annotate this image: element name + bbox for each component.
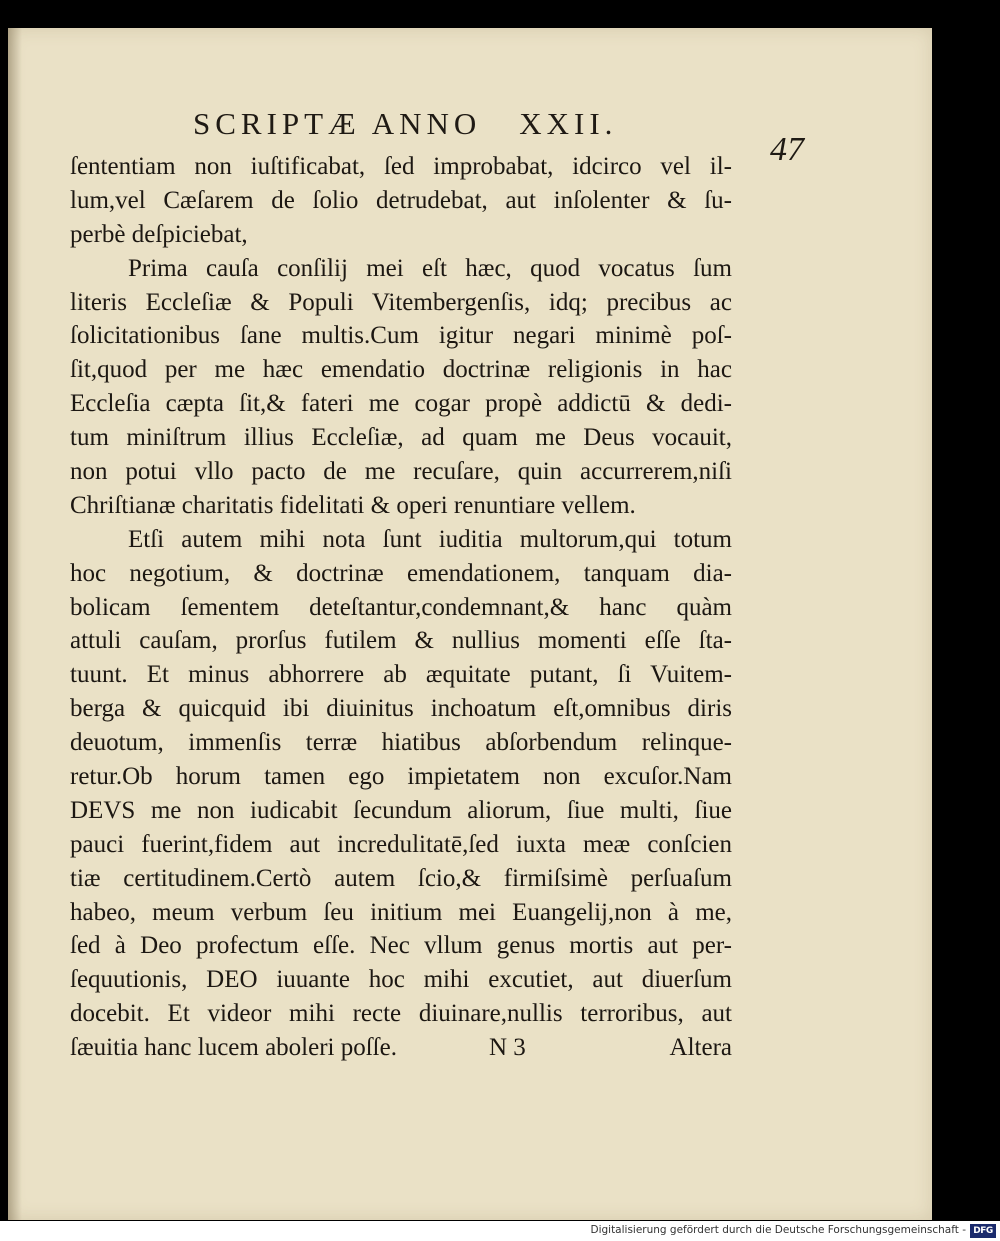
text-line: berga & quicquid ibi diuinitus inchoatum eſt,omnibus diris [70,695,732,723]
text-line: perbè deſpiciebat, [70,220,248,248]
text-line: Etſi autem mihi nota ſunt iuditia multorum,qui totum [128,525,732,553]
running-head-title: SCRIPTÆ ANNO [193,106,482,141]
book-page [8,28,932,1220]
page-number: 47 [770,131,804,168]
text-line: tuunt. Et minus abhorrere ab æquitate putant, ſi Vuitem- [70,661,732,689]
text-line: pauci fuerint,fidem aut incredulitatē,ſed iuxta meæ conſcien [70,830,732,858]
text-line: attuli cauſam, prorſus futilem & nullius momenti eſſe ſta- [70,627,732,655]
footer-bar [0,1221,1000,1241]
text-line: ſolicitationibus ſane multis.Cum igitur negari minimè poſ- [70,322,732,350]
text-line: ſed à Deo profectum eſſe. Nec vllum genus mortis aut per- [70,932,732,960]
dfg-logo: DFG [970,1224,996,1238]
text-line: retur.Ob horum tamen ego impietatem non excuſor.Nam [70,763,732,791]
text-line: ſit,quod per me hæc emendatio doctrinæ religionis in hac [70,356,732,384]
text-line: non potui vllo pacto de me recuſare, quin accurrerem,niſi [70,458,732,486]
catchword: Altera [669,1034,732,1062]
text-line: Chriſtianæ charitatis fidelitati & operi renuntiare vellem. [70,491,636,519]
text-line: DEVS me non iudicabit ſecundum aliorum, ſiue multi, ſiue [70,796,732,824]
text-line: lum,vel Cæſarem de ſolio detrudebat, aut inſolenter & ſu- [70,186,732,214]
funding-credit: Digitalisierung gefördert durch die Deutsche Forschungsgemeinschaft - [590,1224,966,1236]
signature-mark: N 3 [488,1034,526,1062]
text-line: hoc negotium, & doctrinæ emendationem, tanquam dia- [70,559,732,587]
text-line: tum miniſtrum illius Eccleſiæ, ad quam me Deus vocauit, [70,424,732,452]
text-line: tiæ certitudinem.Certò autem ſcio,& firmiſsimè perſuaſum [70,864,732,892]
text-line: ſæuitia hanc lucem aboleri poſſe. [70,1034,397,1062]
text-line: ſequutionis, DEO iuuante hoc mihi excutiet, aut diuerſum [70,966,732,994]
body-text [70,150,732,1065]
text-line: ſententiam non iuſtificabat, ſed improbabat, idcirco vel il- [70,153,732,180]
text-line: habeo, meum verbum ſeu initium mei Euangelij,non à me, [70,898,732,926]
text-line: Prima cauſa conſilij mei eſt hæc, quod vocatus ſum [128,254,732,282]
text-line: Eccleſia cæpta ſit,& fateri me cogar propè addictū & dedi- [70,390,732,418]
text-line: docebit. Et videor mihi recte diuinare,nullis terroribus, aut [70,1000,732,1028]
text-line: bolicam ſementem deteſtantur,condemnant,& hanc quàm [70,593,732,621]
running-head [193,106,617,142]
text-line: deuotum, immenſis terræ hiatibus abſorbendum relinque- [70,729,732,757]
last-text-line [70,1031,732,1065]
running-head-numeral: XXII. [519,106,618,141]
text-line: literis Eccleſiæ & Populi Vitembergenſis, idq; precibus ac [70,288,732,316]
